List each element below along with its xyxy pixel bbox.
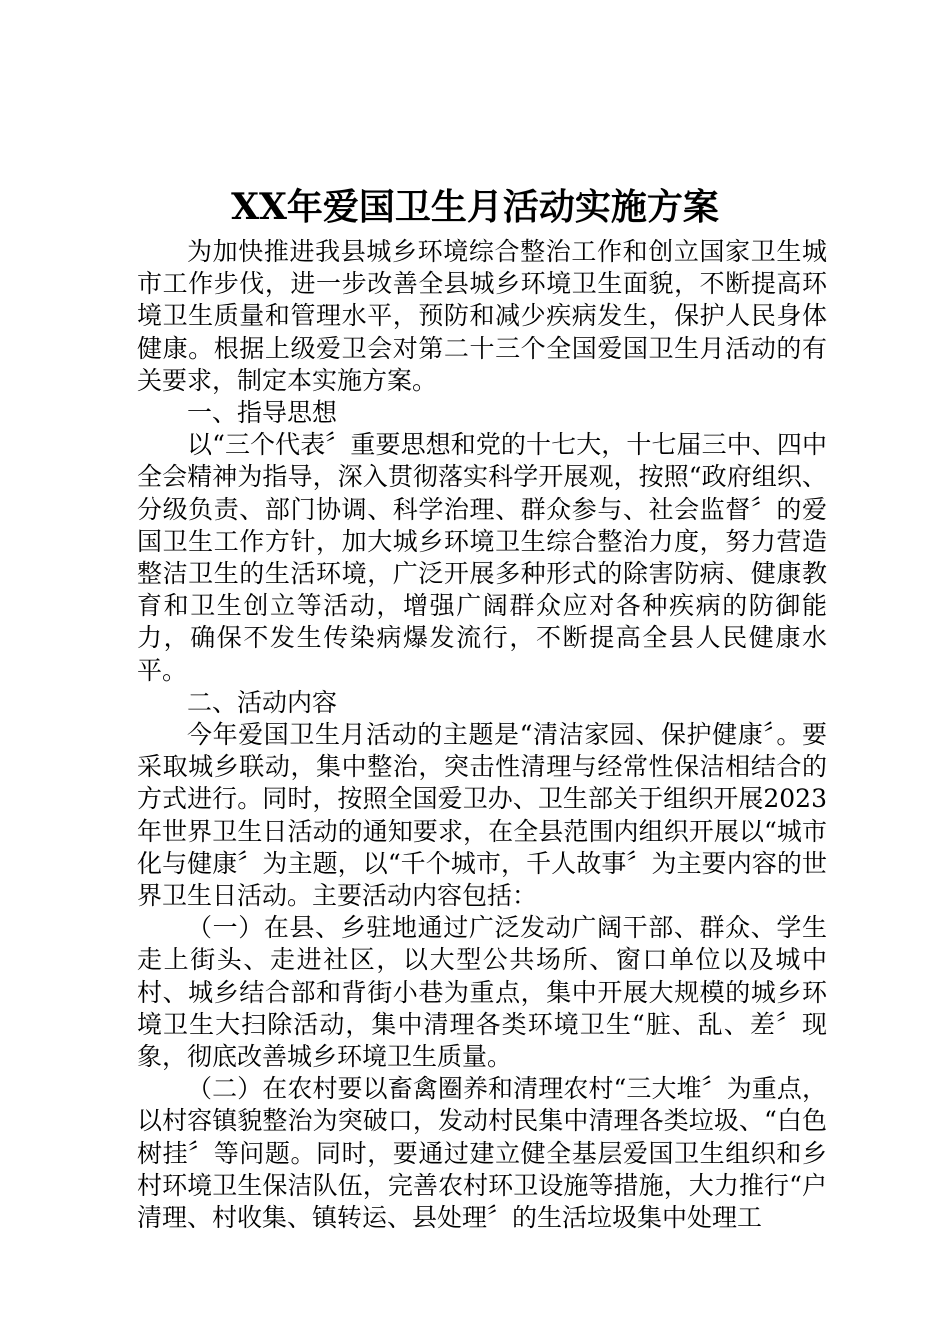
section-heading-guiding-ideology: 一、指导思想	[187, 398, 338, 428]
paragraph-item-2: （二）在农村要以畜禽圈养和清理农村“三大堆〞为重点，以村容镇貌整治为突破口，发动村民集中清理各类垃圾、“白色树挂〞等问题。同时，要通过建立健全基层爱国卫生组织和乡村环境卫生保洁队伍，完善农村环卫设施等措施，大力推行“户清理、村收集、镇转运、县处理〞的生活垃圾集中处理工	[137, 1074, 827, 1233]
paragraph-intro: 为加快推进我县城乡环境综合整治工作和创立国家卫生城市工作步伐，进一步改善全县城乡环境卫生面貌，不断提高环境卫生质量和管理水平，预防和减少疾病发生，保护人民身体健康。根据上级爱卫会对第二十三个全国爱国卫生月活动的有关要求，制定本实施方案。	[137, 237, 827, 395]
document-body	[137, 236, 827, 1234]
section-heading-activity-content: 二、活动内容	[187, 687, 338, 717]
document-title: XX年爱国卫生月活动实施方案	[231, 186, 719, 228]
paragraph-activity-theme: 今年爱国卫生月活动的主题是“清洁家园、保护健康〞。要采取城乡联动，集中整治，突击性清理与经常性保洁相结合的方式进行。同时，按照全国爱卫办、卫生部关于组织开展2023年世界卫生日活动的通知要求，在全县范围内组织开展以“城市化与健康〞为主题，以“千个城市，千人故事〞为主要内容的世界卫生日活动。主要活动内容包括：	[137, 720, 827, 911]
paragraph-item-1: （一）在县、乡驻地通过广泛发动广阔干部、群众、学生走上街头、走进社区，以大型公共场所、窗口单位以及城中村、城乡结合部和背街小巷为重点，集中开展大规模的城乡环境卫生大扫除活动，集中清理各类环境卫生“脏、乱、差〞现象，彻底改善城乡环境卫生质量。	[137, 913, 827, 1072]
paragraph-guiding-ideology: 以“三个代表〞重要思想和党的十七大，十七届三中、四中全会精神为指导，深入贯彻落实科学开展观，按照“政府组织、分级负责、部门协调、科学治理、群众参与、社会监督〞的爱国卫生工作方针，加大城乡环境卫生综合整治力度，努力营造整洁卫生的生活环境，广泛开展多种形式的除害防病、健康教育和卫生创立等活动，增强广阔群众应对各种疾病的防御能力，确保不发生传染病爆发流行，不断提高全县人民健康水平。	[137, 430, 827, 685]
